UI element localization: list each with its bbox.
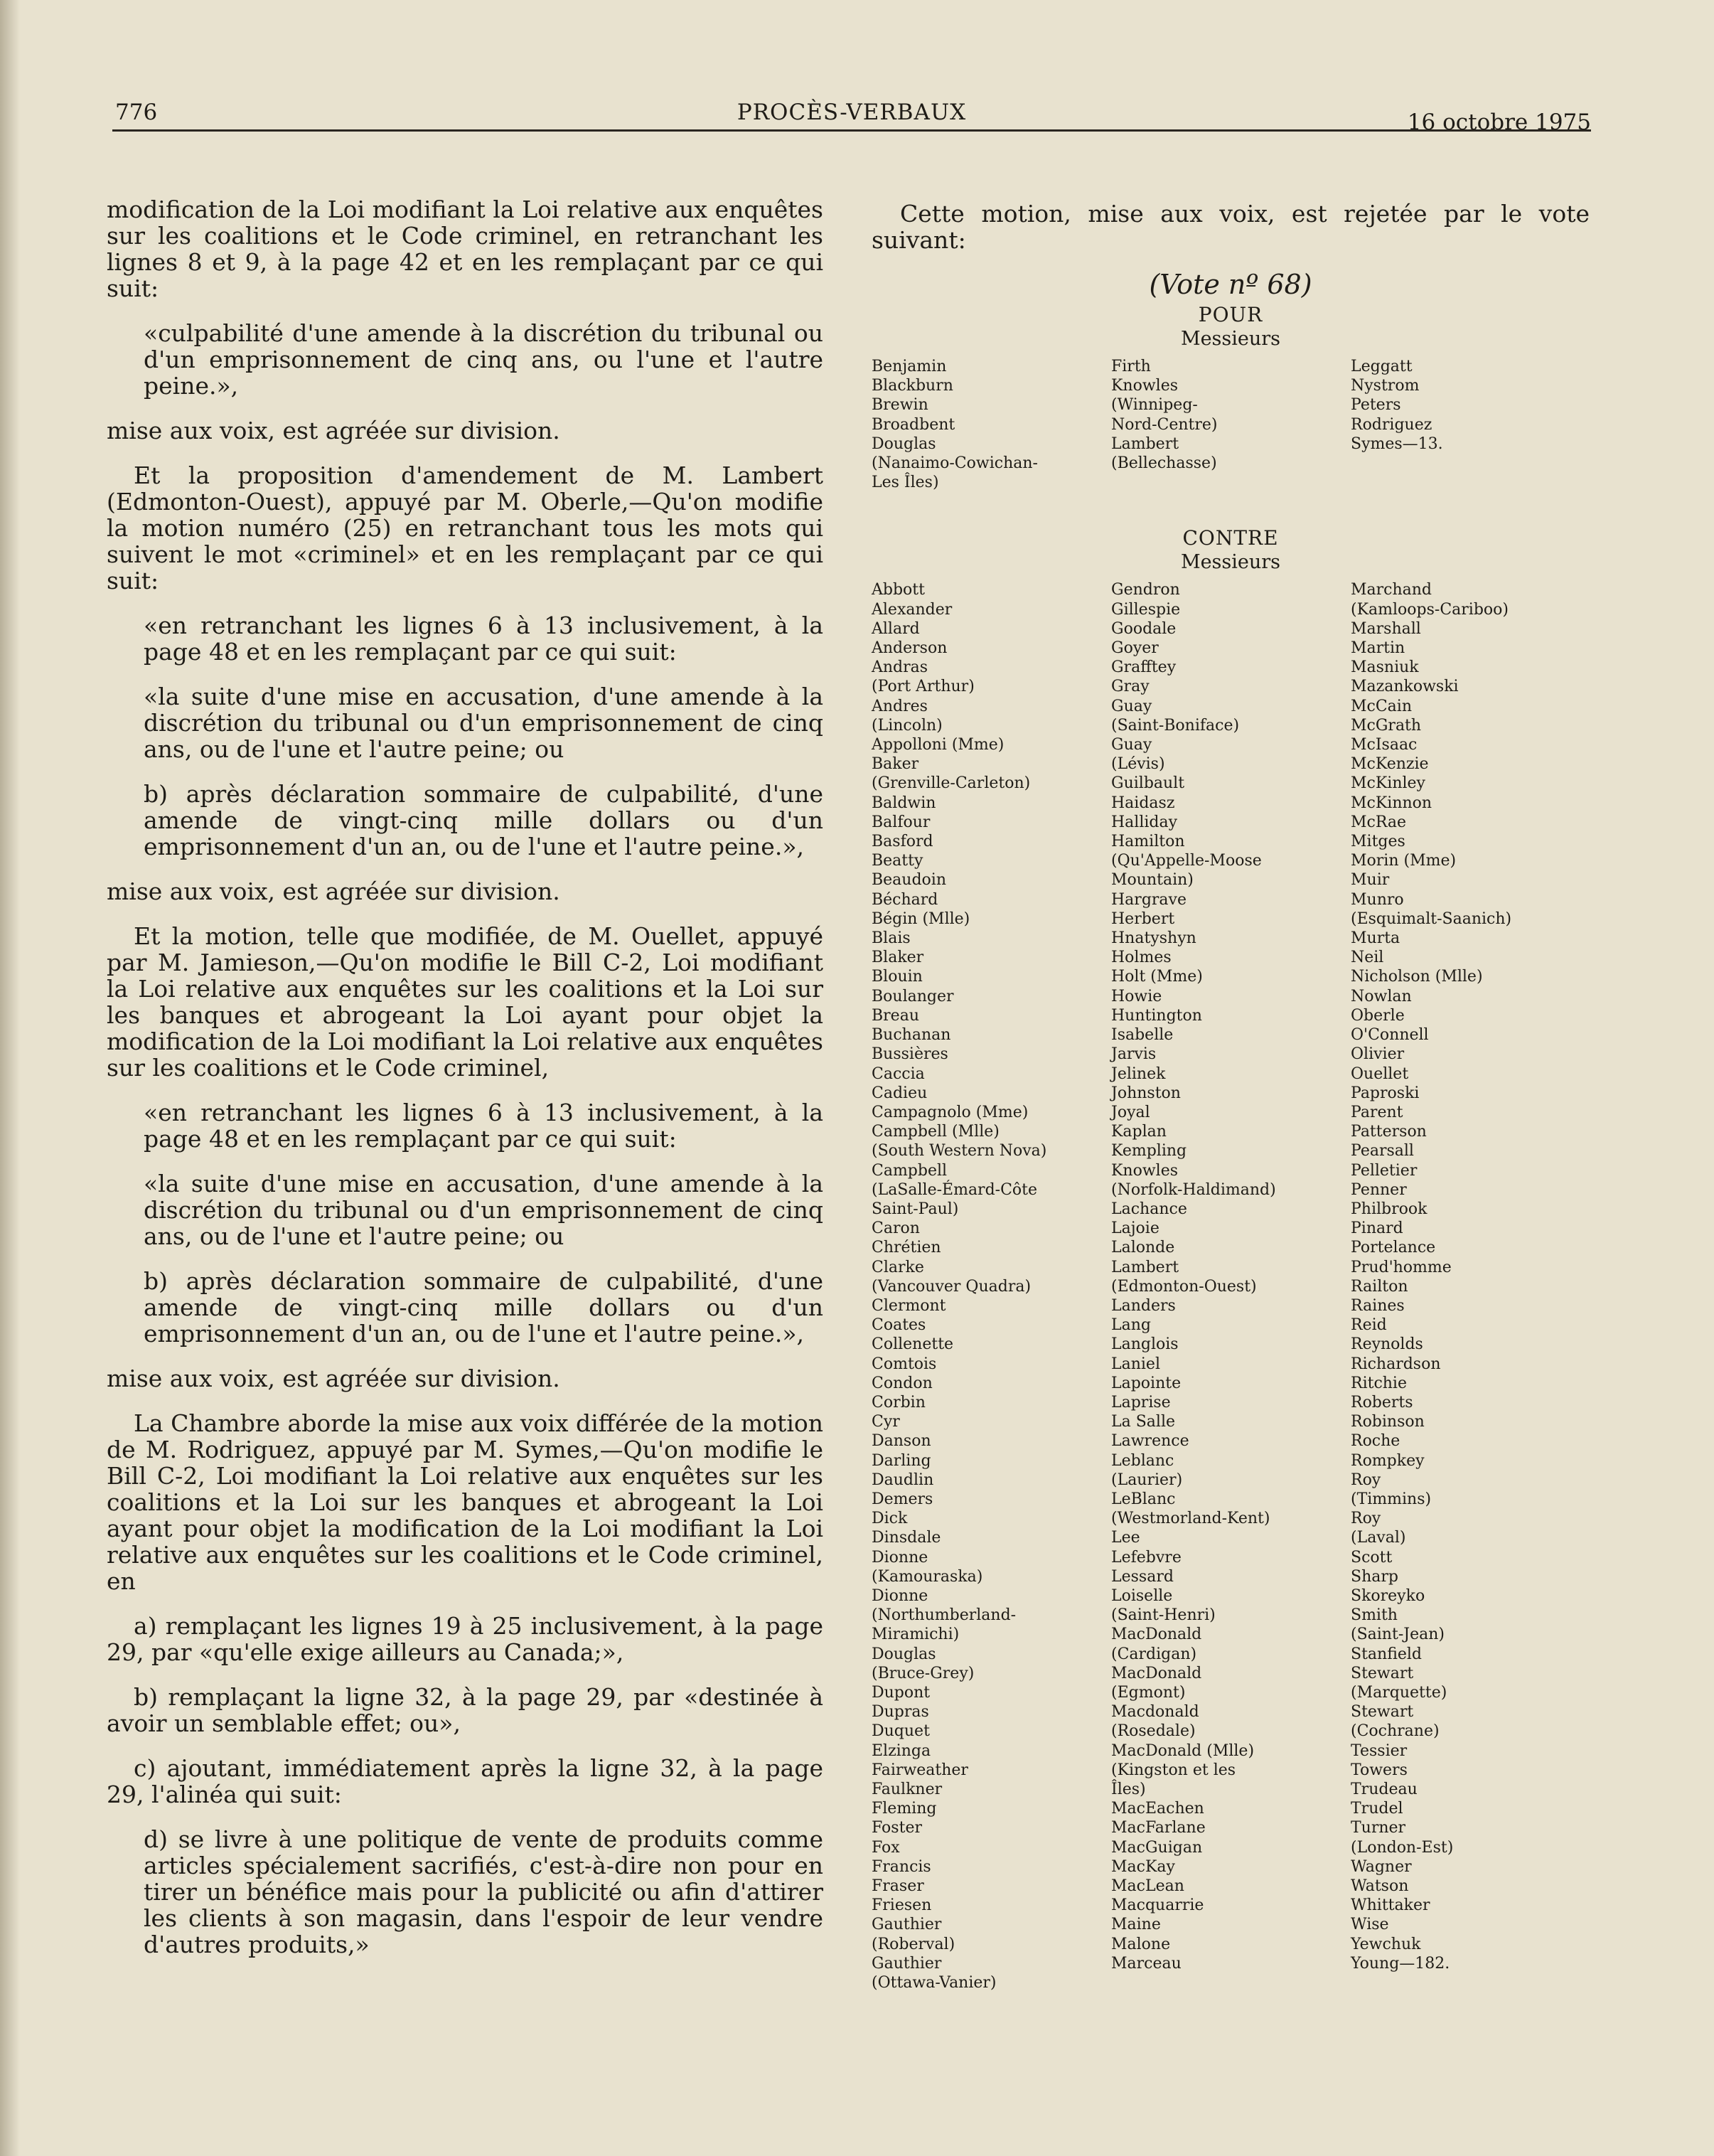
member-name: Prud'homme [1351,1258,1452,1276]
member-name: Langlois [1111,1335,1179,1354]
member-name: Herbert [1111,909,1175,928]
member-name: (Westmorland-Kent) [1111,1510,1270,1528]
body-paragraph: «la suite d'une mise en accusation, d'une amende à la discrétion du tribunal ou d'un emprisonnement de cinq ans, ou de l'une et l'autre peine; ou [144,1170,823,1250]
member-name: Allard [872,619,920,638]
member-name: Hnatyshyn [1111,929,1196,948]
member-name: Nord-Centre) [1111,415,1218,434]
contre-name-column [1111,580,1351,1992]
member-name: Campagnolo (Mme) [872,1103,1029,1121]
left-column-text [107,196,823,1976]
pour-subheading: Messieurs [1180,328,1281,350]
member-name: Dionne [872,1548,928,1567]
member-name: (Rosedale) [1111,1722,1196,1741]
member-name: Tessier [1351,1741,1408,1760]
member-name: Stanfield [1351,1645,1423,1663]
member-name: Andres [872,697,928,715]
member-name: Munro [1351,890,1404,909]
member-name: Faulkner [872,1781,943,1799]
member-name: Symes—13. [1351,434,1443,453]
member-name: Richardson [1351,1355,1441,1373]
member-name: (Nanaimo-Cowichan- [872,454,1038,473]
member-name: Scott [1351,1548,1393,1567]
member-name: Cadieu [872,1084,928,1102]
member-name: Maine [1111,1916,1161,1934]
member-name: Gray [1111,678,1150,696]
page-binding-shadow [0,0,20,2156]
member-name: (Saint-Jean) [1351,1626,1445,1644]
member-name: Lajoie [1111,1220,1159,1238]
member-name: Blackburn [872,377,953,395]
member-name: McRae [1351,813,1407,831]
member-name: Appolloni (Mme) [872,736,1005,754]
member-name: Kaplan [1111,1123,1167,1141]
member-name: Murta [1351,929,1400,948]
member-name: Beaudoin [872,871,947,890]
right-column-vote [872,201,1590,1992]
member-name: Coates [872,1316,926,1335]
member-name: Olivier [1351,1045,1405,1064]
member-name: Yewchuk [1351,1935,1421,1953]
member-name: Fairweather [872,1761,968,1779]
member-name: Andras [872,658,928,677]
member-name: Laniel [1111,1355,1160,1373]
member-name: Condon [872,1374,933,1392]
body-paragraph: Et la proposition d'amendement de M. Lambert (Edmonton-Ouest), appuyé par M. Oberle,—Qu'on modifie la motion numéro (25) en retranchant tous les mots qui suivent le mot «criminel» et en les remplaçant par ce qui suit: [107,461,823,594]
member-name: (Edmonton-Ouest) [1111,1277,1257,1296]
member-name: (LaSalle-Émard-Côte [872,1180,1038,1199]
member-name: Blaker [872,949,924,967]
body-paragraph: «culpabilité d'une amende à la discrétion du tribunal ou d'un emprisonnement de cinq ans, ou l'une et l'autre peine.», [144,319,823,400]
member-name: Lapointe [1111,1374,1182,1392]
member-name: Johnston [1111,1084,1181,1102]
member-name: Reid [1351,1316,1387,1335]
member-name: Fox [872,1838,900,1857]
member-name: McKenzie [1351,755,1429,774]
member-name: Caron [872,1220,920,1238]
member-name: Corbin [872,1393,926,1411]
member-name: Balfour [872,813,931,831]
member-name: Dupras [872,1703,929,1722]
member-name: Mitges [1351,833,1405,851]
member-name: (Saint-Boniface) [1111,716,1240,735]
member-name: Benjamin [872,358,947,375]
page-header [112,100,1591,139]
member-name: Alexander [872,600,953,619]
member-name: Landers [1111,1296,1176,1315]
member-name: Holt (Mme) [1111,968,1203,986]
member-name: MacKay [1111,1857,1175,1876]
member-name: Parent [1351,1103,1403,1121]
member-name: Beatty [872,852,923,870]
member-name: MacDonald (Mlle) [1111,1741,1255,1760]
body-paragraph: modification de la Loi modifiant la Loi relative aux enquêtes sur les coalitions et le Code criminel, en retranchant les lignes 8 et 9, à la page 42 et en les remplaçant par ce qui suit: [107,196,823,302]
member-name: Blais [872,929,911,948]
member-name: (Kamloops-Cariboo) [1351,600,1509,619]
contre-name-column [1351,580,1590,1992]
member-name: Daudlin [872,1471,934,1489]
member-name: Firth [1111,358,1151,375]
body-paragraph: «en retranchant les lignes 6 à 13 inclusivement, à la page 48 et en les remplaçant par ce qui suit: [144,1099,823,1153]
member-name: Lambert [1111,434,1179,453]
member-name: Young—182. [1351,1954,1450,1973]
member-name: Broadbent [872,415,955,434]
member-name: (Winnipeg- [1111,396,1198,415]
member-name: Haidasz [1111,794,1175,812]
member-name: Laprise [1111,1393,1171,1411]
member-name: Clermont [872,1296,946,1315]
member-name: Robinson [1351,1413,1425,1431]
member-name: McKinnon [1351,794,1432,812]
member-name: Stewart [1351,1664,1414,1682]
member-name: Railton [1351,1277,1408,1296]
member-name: Gillespie [1111,600,1181,619]
member-name: Watson [1351,1877,1409,1896]
member-name: Demers [872,1490,933,1508]
member-name: Joyal [1111,1103,1150,1121]
member-name: Foster [872,1819,922,1837]
member-name: Fraser [872,1877,924,1896]
member-name: Baldwin [872,794,936,812]
member-name: (Lincoln) [872,716,943,735]
member-name: Philbrook [1351,1200,1428,1218]
member-name: Comtois [872,1355,937,1373]
member-name: Lalonde [1111,1239,1175,1257]
body-paragraph: mise aux voix, est agréée sur division. [107,417,560,444]
body-paragraph: mise aux voix, est agréée sur division. [107,1365,560,1392]
member-name: Nicholson (Mlle) [1351,968,1483,986]
member-name: MacDonald [1111,1664,1202,1682]
member-name: Cyr [872,1413,900,1431]
member-name: Rompkey [1351,1451,1425,1470]
member-name: Gendron [1111,581,1180,599]
member-name: (Laurier) [1111,1471,1183,1489]
member-name: Grafftey [1111,658,1177,677]
member-name: (South Western Nova) [872,1142,1047,1160]
member-name: (Cochrane) [1351,1722,1440,1741]
member-name: Miramichi) [872,1626,960,1644]
member-name: Nowlan [1351,987,1412,1005]
member-name: Leggatt [1351,358,1413,375]
member-name: Smith [1351,1606,1398,1625]
pour-name-column [1111,357,1351,492]
member-name: Lessard [1111,1567,1174,1586]
body-paragraph: b) après déclaration sommaire de culpabilité, d'une amende de vingt-cinq mille dollars ou d'un emprisonnement d'un an, ou de l'une et l'autre peine.», [144,1267,823,1348]
member-name: McIsaac [1351,736,1418,754]
member-name: Portelance [1351,1239,1436,1257]
member-name: Elzinga [872,1741,931,1760]
member-name: Francis [872,1857,931,1876]
contre-name-column [872,580,1111,1992]
member-name: Anderson [872,639,948,658]
member-name: Baker [872,755,919,774]
body-paragraph: «la suite d'une mise en accusation, d'une amende à la discrétion du tribunal ou d'un emprisonnement de cinq ans, ou de l'une et l'autre peine; ou [144,683,823,763]
member-name: LeBlanc [1111,1490,1176,1508]
member-name: Dionne [872,1586,928,1605]
member-name: Howie [1111,987,1162,1005]
member-name: Towers [1351,1761,1408,1779]
member-name: Lang [1111,1316,1151,1335]
contre-heading: CONTRE [1182,526,1279,550]
member-name: (Cardigan) [1111,1645,1197,1663]
member-name: Patterson [1351,1123,1427,1141]
member-name: Macdonald [1111,1703,1199,1722]
member-name: Gauthier [872,1916,942,1934]
member-name: Pearsall [1351,1142,1414,1160]
member-name: Roy [1351,1471,1381,1489]
member-name: Malone [1111,1935,1171,1953]
member-name: Skoreyko [1351,1586,1425,1605]
member-name: McGrath [1351,716,1422,735]
member-name: (Laval) [1351,1529,1406,1547]
member-name: (Qu'Appelle-Moose [1111,852,1262,870]
member-name: Muir [1351,871,1390,890]
member-name: Douglas [872,434,936,453]
member-name: (Northumberland- [872,1606,1017,1625]
member-name: Rodriguez [1351,415,1432,434]
member-name: Bégin (Mlle) [872,909,970,928]
member-name: La Salle [1111,1413,1175,1431]
member-name: Lee [1111,1529,1140,1547]
member-name: Clarke [872,1258,924,1276]
member-name: Duquet [872,1722,930,1741]
body-paragraph: d) se livre à une politique de vente de produits comme articles spécialement sacrifiés, c'est-à-dire non pour en tirer un bénéfice mais pour la publicité ou afin d'attirer les clients à son magasin, dans l'espoir de leur vendre d'autres produits,» [144,1825,823,1958]
member-name: Marshall [1351,619,1421,638]
member-name: (Bellechasse) [1111,454,1217,473]
member-name: Basford [872,833,933,851]
body-paragraph: b) après déclaration sommaire de culpabilité, d'une amende de vingt-cinq mille dollars ou d'un emprisonnement d'un an, ou de l'une et l'autre peine.», [144,780,823,860]
member-name: Marchand [1351,581,1432,599]
vote-motion-text: Cette motion, mise aux voix, est rejetée par le vote suivant: [872,200,1590,254]
member-name: Nystrom [1351,377,1420,395]
member-name: Caccia [872,1064,925,1083]
member-name: (Marquette) [1351,1684,1447,1702]
member-name: O'Connell [1351,1026,1429,1045]
contre-subheading: Messieurs [1180,551,1281,574]
member-name: Marceau [1111,1954,1182,1973]
member-name: Oberle [1351,1006,1405,1025]
member-name: Penner [1351,1180,1407,1199]
member-name: Bussières [872,1045,948,1064]
page-number: 776 [115,100,158,125]
member-name: Kempling [1111,1142,1187,1160]
member-name: Friesen [872,1896,932,1915]
member-name: (Vancouver Quadra) [872,1277,1032,1296]
member-name: Roche [1351,1432,1400,1451]
body-paragraph: c) ajoutant, immédiatement après la ligne 32, à la page 29, l'alinéa qui suit: [107,1754,823,1808]
member-name: Ouellet [1351,1064,1409,1083]
member-name: Reynolds [1351,1335,1423,1354]
pour-heading: POUR [1198,303,1263,326]
page-date: 16 octobre 1975 [1407,110,1591,135]
member-name: Abbott [872,581,925,599]
member-name: Pelletier [1351,1161,1418,1180]
pour-name-list [872,357,1590,492]
member-name: Les Îles) [872,474,939,492]
member-name: Martin [1351,639,1405,658]
member-name: Îles) [1111,1781,1146,1799]
member-name: Béchard [872,890,938,909]
member-name: Blouin [872,968,923,986]
pour-name-column [872,357,1111,492]
member-name: Pinard [1351,1220,1403,1238]
member-name: Hargrave [1111,890,1187,909]
member-name: Leblanc [1111,1451,1174,1470]
member-name: Holmes [1111,949,1172,967]
member-name: Stewart [1351,1703,1414,1722]
contre-name-list [872,580,1590,1992]
member-name: Breau [872,1006,919,1025]
member-name: MacDonald [1111,1626,1202,1644]
member-name: Lawrence [1111,1432,1189,1451]
member-name: Dick [872,1510,908,1528]
member-name: Jarvis [1111,1045,1157,1064]
member-name: Loiselle [1111,1586,1173,1605]
member-name: Wise [1351,1916,1389,1934]
member-name: (Roberval) [872,1935,955,1953]
member-name: Douglas [872,1645,936,1663]
member-name: Danson [872,1432,931,1451]
member-name: Turner [1351,1819,1406,1837]
pour-name-column [1351,357,1590,492]
member-name: MacFarlane [1111,1819,1206,1837]
member-name: Jelinek [1111,1064,1166,1083]
vote-title: (Vote nº 68) [1149,269,1312,300]
member-name: Dupont [872,1684,931,1702]
member-name: Raines [1351,1296,1405,1315]
member-name: (Norfolk-Haldimand) [1111,1180,1276,1199]
member-name: (Port Arthur) [872,678,975,696]
member-name: Campbell (Mlle) [872,1123,1000,1141]
member-name: Trudeau [1351,1781,1418,1799]
member-name: (Saint-Henri) [1111,1606,1216,1625]
member-name: Masniuk [1351,658,1419,677]
member-name: Dinsdale [872,1529,941,1547]
member-name: Huntington [1111,1006,1202,1025]
member-name: Morin (Mme) [1351,852,1457,870]
member-name: Buchanan [872,1026,951,1045]
member-name: Halliday [1111,813,1178,831]
member-name: (Egmont) [1111,1684,1186,1702]
body-paragraph: b) remplaçant la ligne 32, à la page 29, par «destinée à avoir un semblable effet; ou», [107,1683,823,1737]
member-name: Boulanger [872,987,954,1005]
member-name: Goyer [1111,639,1159,658]
member-name: Chrétien [872,1239,941,1257]
member-name: MacLean [1111,1877,1184,1896]
member-name: Knowles [1111,1161,1179,1180]
member-name: Lefebvre [1111,1548,1182,1567]
member-name: Isabelle [1111,1026,1174,1045]
member-name: Guay [1111,697,1152,715]
member-name: Hamilton [1111,833,1185,851]
member-name: (Timmins) [1351,1490,1432,1508]
member-name: (Grenville-Carleton) [872,774,1031,793]
member-name: Macquarrie [1111,1896,1204,1915]
member-name: Peters [1351,396,1401,415]
member-name: (London-Est) [1351,1838,1454,1857]
member-name: (Kingston et les [1111,1761,1236,1779]
member-name: Roy [1351,1510,1381,1528]
member-name: (Lévis) [1111,755,1165,774]
body-paragraph: Et la motion, telle que modifiée, de M. Ouellet, appuyé par M. Jamieson,—Qu'on modifie le Bill C-2, Loi modifiant la Loi relative aux enquêtes sur les coalitions et la Loi sur les banques et abrogeant la Loi ayant pour objet la modification de la Loi modifiant la Loi relative aux enquêtes sur les coalitions et le Code criminel, [107,922,823,1082]
member-name: Saint-Paul) [872,1200,959,1218]
member-name: Paproski [1351,1084,1420,1102]
member-name: (Bruce-Grey) [872,1664,975,1682]
member-name: MacGuigan [1111,1838,1203,1857]
member-name: Goodale [1111,619,1177,638]
page-title: PROCÈS-VERBAUX [737,100,967,125]
member-name: Trudel [1351,1800,1403,1818]
member-name: Guay [1111,736,1152,754]
member-name: Wagner [1351,1857,1412,1876]
member-name: McKinley [1351,774,1425,793]
body-paragraph: La Chambre aborde la mise aux voix différée de la motion de M. Rodriguez, appuyé par M. Symes,—Qu'on modifie le Bill C-2, Loi modifiant la Loi relative aux enquêtes sur les coalitions et la Loi sur les banques et abrogeant la Loi ayant pour objet la modification de la Loi modifiant la Loi relative aux enquêtes sur les coalitions et le Code criminel, en [107,1409,823,1595]
header-rule [112,129,1591,132]
member-name: Fleming [872,1800,937,1818]
body-paragraph: «en retranchant les lignes 6 à 13 inclusivement, à la page 48 et en les remplaçant par ce qui suit: [144,612,823,666]
member-name: Lambert [1111,1258,1179,1276]
member-name: McCain [1351,697,1413,715]
member-name: Guilbault [1111,774,1185,793]
member-name: Whittaker [1351,1896,1430,1915]
member-name: Ritchie [1351,1374,1407,1392]
member-name: (Ottawa-Vanier) [872,1974,997,1992]
member-name: Mountain) [1111,871,1194,890]
member-name: MacEachen [1111,1800,1204,1818]
member-name: Gauthier [872,1954,942,1973]
member-name: Campbell [872,1161,948,1180]
member-name: Darling [872,1451,931,1470]
member-name: Lachance [1111,1200,1187,1218]
body-paragraph: a) remplaçant les lignes 19 à 25 inclusivement, à la page 29, par «qu'elle exige ailleurs au Canada;», [107,1612,823,1666]
member-name: Neil [1351,949,1384,967]
member-name: Sharp [1351,1567,1398,1586]
body-paragraph: mise aux voix, est agréée sur division. [107,877,560,905]
member-name: Knowles [1111,377,1179,395]
member-name: (Kamouraska) [872,1567,983,1586]
member-name: Brewin [872,396,928,415]
member-name: (Esquimalt-Saanich) [1351,909,1512,928]
member-name: Collenette [872,1335,954,1354]
member-name: Roberts [1351,1393,1413,1411]
member-name: Mazankowski [1351,678,1459,696]
